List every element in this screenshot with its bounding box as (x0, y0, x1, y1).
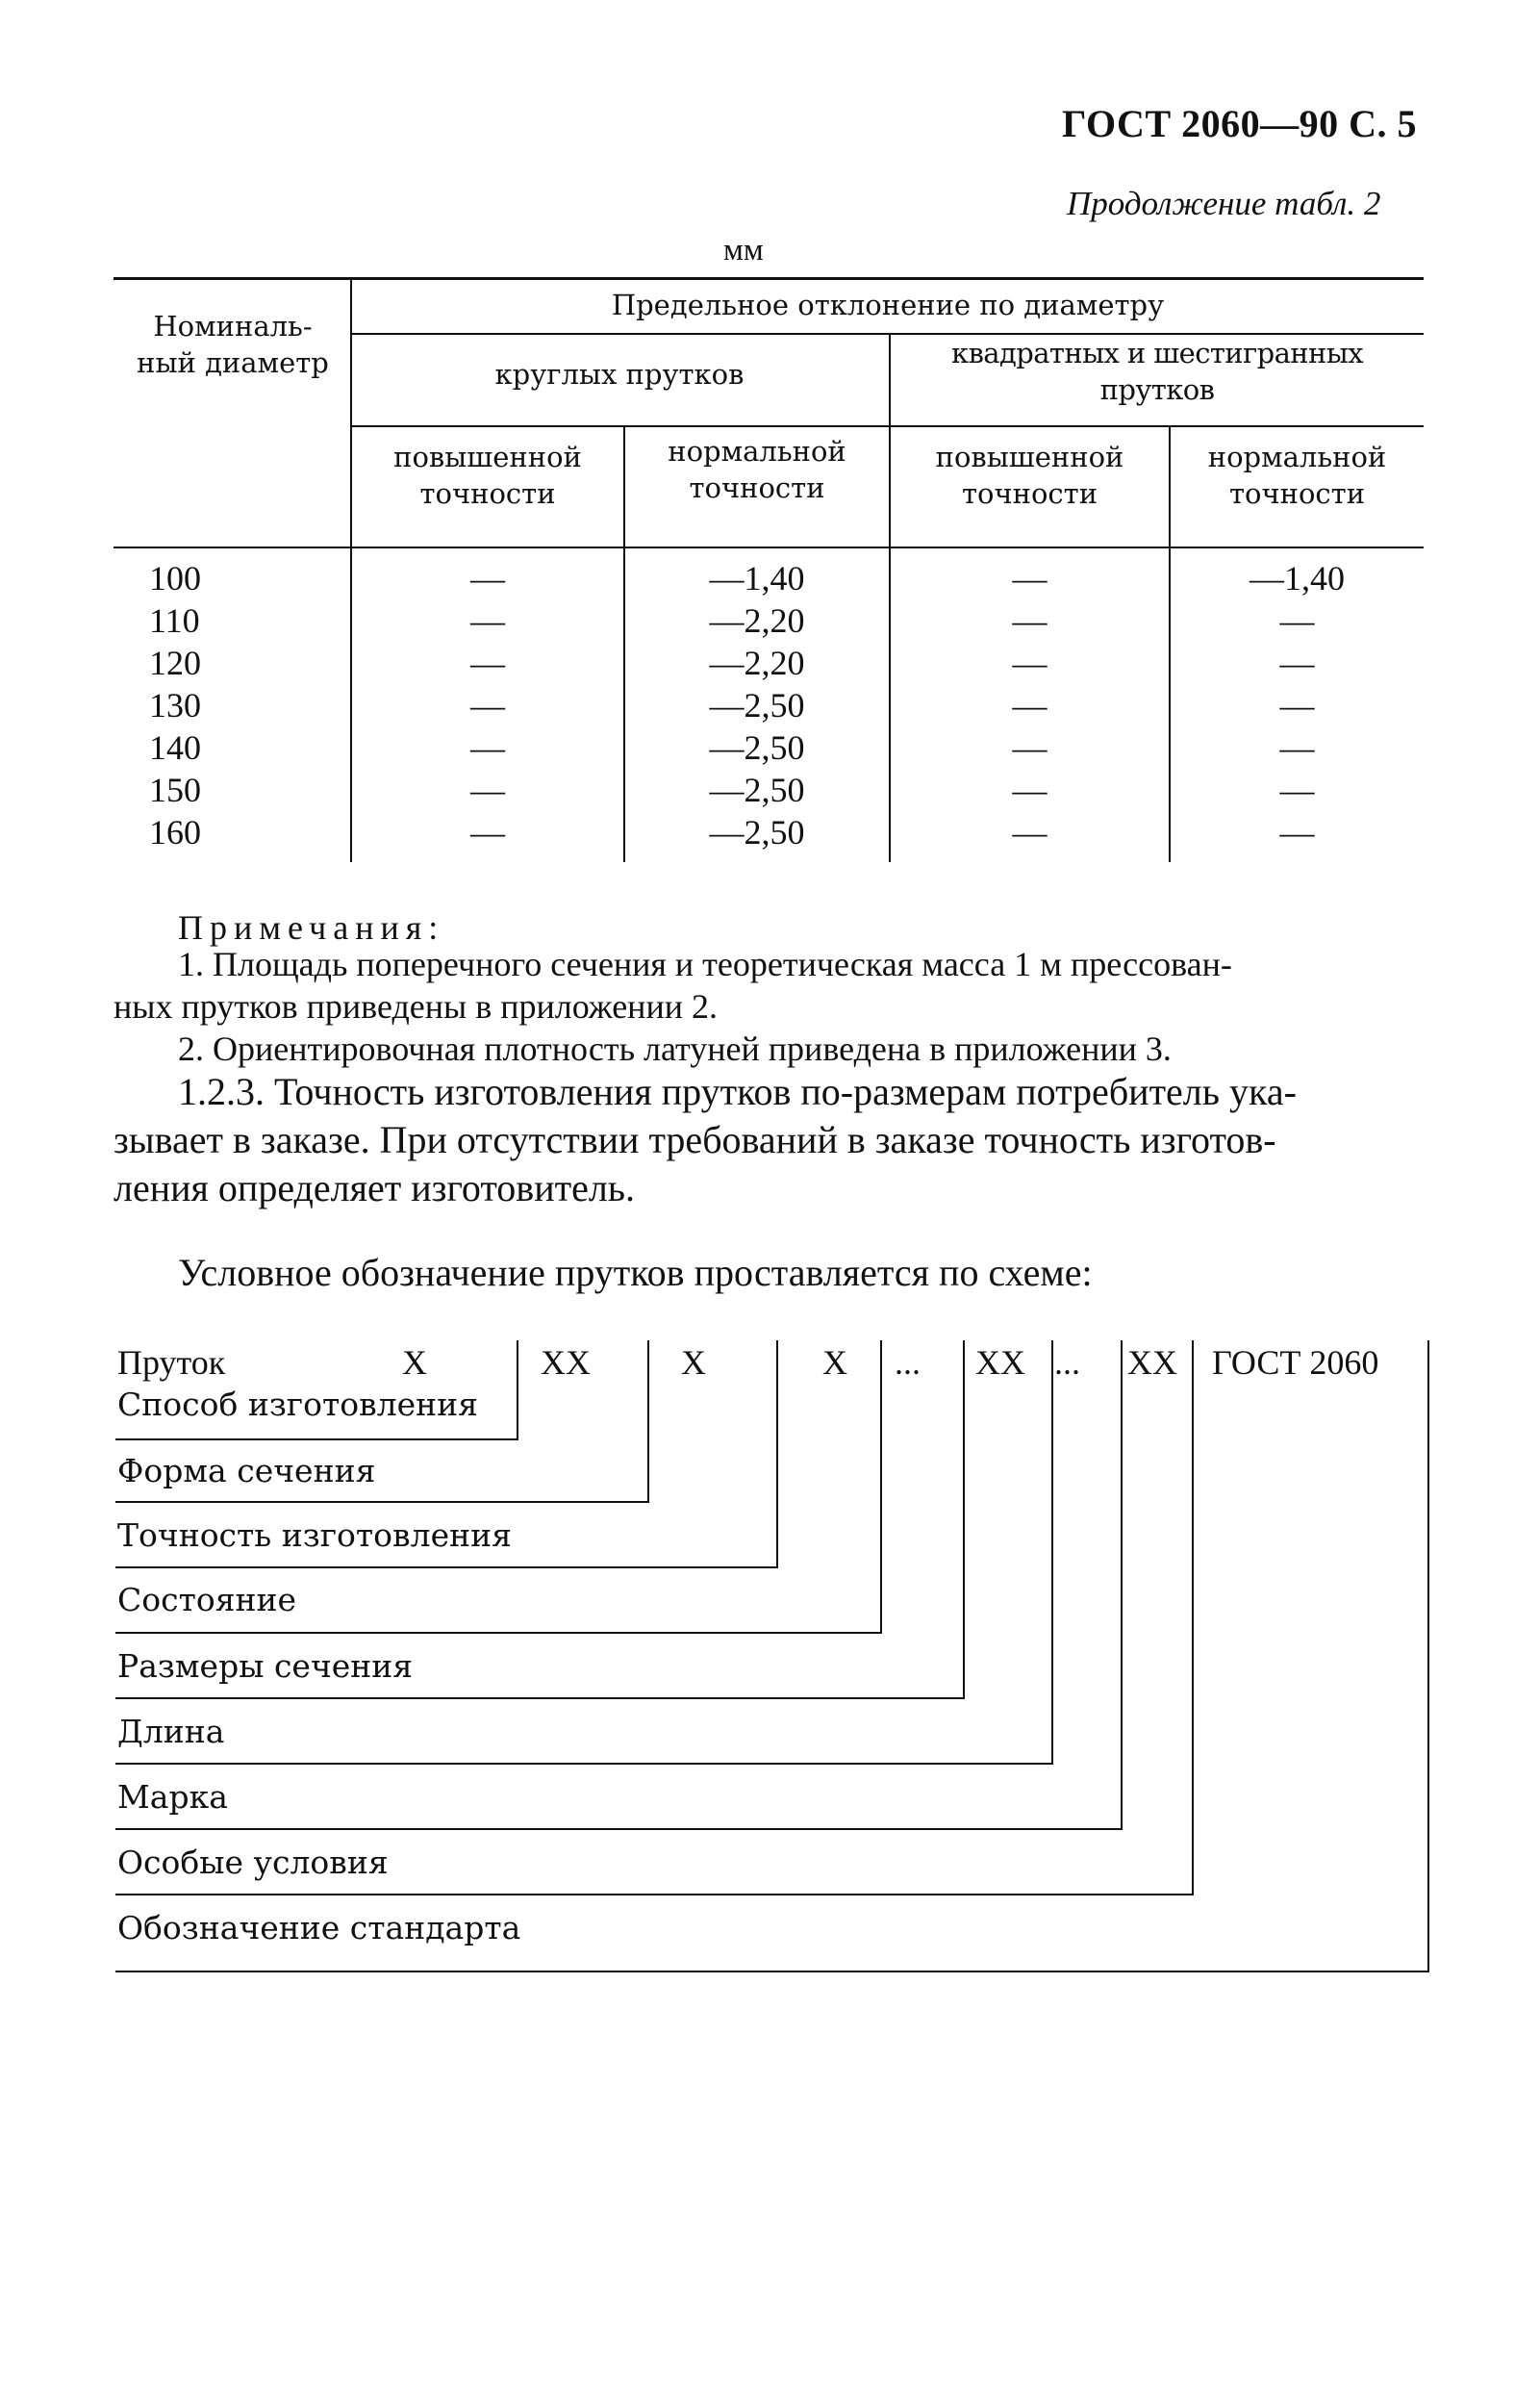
round-high-cell: — (470, 771, 505, 809)
col-header-diameter: Номиналь- ный диаметр (137, 310, 329, 379)
scheme-label-conditions: Особые условия (117, 1844, 389, 1881)
connector-size (115, 1340, 964, 1698)
scheme-standard: ГОСТ 2060 (1212, 1343, 1379, 1382)
square-normal-cell: — (1279, 644, 1315, 682)
diameter-cell: 150 (149, 771, 201, 809)
square-normal-cell: — (1279, 813, 1315, 852)
round-high-cell: — (470, 728, 505, 767)
scheme-dots-2: ... (1054, 1343, 1080, 1382)
round-high-cell: — (470, 813, 505, 852)
square-normal-cell: —1,40 (1250, 559, 1345, 598)
connector-length (115, 1340, 1052, 1764)
paragraph-123-line-3: ления определяет изготовитель. (114, 1166, 636, 1209)
scheme-label-precision: Точность изготовления (117, 1516, 512, 1554)
page-title: ГОСТ 2060—90 С. 5 (1062, 102, 1418, 145)
connector-method (115, 1340, 518, 1439)
table-continuation-label: Продолжение табл. 2 (1067, 185, 1381, 222)
round-normal-cell: —2,50 (709, 728, 805, 767)
square-high-cell: — (1012, 601, 1048, 640)
scheme-label-length: Длина (117, 1713, 225, 1750)
connector-shape (115, 1340, 648, 1502)
diameter-cell: 100 (149, 559, 201, 598)
round-normal-cell: —2,50 (709, 686, 805, 725)
round-high-cell: — (470, 559, 505, 598)
scheme-dots-1: ... (895, 1343, 921, 1382)
connector-state (115, 1340, 881, 1633)
scheme-label-method: Способ изготовления (117, 1386, 478, 1423)
col-header-round-normal: нормальной точности (668, 435, 846, 504)
paragraph-123-line-2: зывает в заказе. При отсутствии требований в заказе точность изготов- (114, 1118, 1276, 1161)
connector-grade (115, 1340, 1122, 1829)
col-header-round-high: повышенной точности (393, 441, 582, 510)
round-normal-cell: —2,50 (709, 771, 805, 809)
scheme-product: Пруток (117, 1343, 226, 1382)
round-normal-cell: —2,20 (709, 644, 805, 682)
scheme-xx-grade: XX (1127, 1343, 1177, 1382)
square-normal-cell: — (1279, 728, 1315, 767)
diameter-cell: 110 (149, 601, 200, 640)
connector-conditions (115, 1340, 1193, 1895)
note-1-line-1: 1. Площадь поперечного сечения и теоретическая масса 1 м прессован- (178, 945, 1232, 983)
square-high-cell: — (1012, 813, 1048, 852)
square-high-cell: — (1012, 728, 1048, 767)
col-header-group: Предельное отклонение по диаметру (611, 289, 1165, 321)
table-unit: мм (723, 233, 764, 267)
scheme-label-size: Размеры сечения (117, 1647, 414, 1685)
connector-standard (115, 1340, 1428, 1971)
col-header-round: круглых прутков (494, 358, 745, 391)
round-normal-cell: —2,50 (709, 813, 805, 852)
paragraph-123-line-1: 1.2.3. Точность изготовления прутков по-размерам потребитель ука- (178, 1070, 1297, 1113)
col-header-square: квадратных и шестигранных прутков (951, 337, 1363, 406)
scheme-x-method: X (402, 1343, 427, 1382)
note-1-line-2: ных прутков приведены в приложении 2. (114, 987, 718, 1026)
diameter-cell: 160 (149, 813, 201, 852)
round-high-cell: — (470, 686, 505, 725)
square-high-cell: — (1012, 686, 1048, 725)
diameter-cell: 140 (149, 728, 201, 767)
square-high-cell: — (1012, 559, 1048, 598)
notes-heading: Примечания: (178, 908, 445, 947)
scheme-label-state: Состояние (117, 1581, 297, 1618)
diameter-cell: 120 (149, 644, 201, 682)
round-high-cell: — (470, 601, 505, 640)
connector-precision (115, 1340, 777, 1567)
square-high-cell: — (1012, 771, 1048, 809)
scheme-label-shape: Форма сечения (117, 1452, 376, 1489)
scheme-label-standard: Обозначение стандарта (117, 1909, 521, 1946)
scheme-xx-shape: XX (541, 1343, 591, 1382)
square-normal-cell: — (1279, 601, 1315, 640)
note-2: 2. Ориентировочная плотность латуней приведена в приложении 3. (178, 1030, 1172, 1068)
round-normal-cell: —2,20 (709, 601, 805, 640)
scheme-intro: Условное обозначение прутков проставляется по схеме: (178, 1251, 1093, 1294)
diameter-cell: 130 (149, 686, 201, 725)
round-normal-cell: —1,40 (709, 559, 805, 598)
col-header-square-high: повышенной точности (935, 441, 1124, 510)
scheme-x-state: X (822, 1343, 847, 1382)
round-high-cell: — (470, 644, 505, 682)
square-high-cell: — (1012, 644, 1048, 682)
square-normal-cell: — (1279, 686, 1315, 725)
col-header-square-normal: нормальной точности (1207, 441, 1387, 510)
scheme-xx-size: XX (975, 1343, 1025, 1382)
scheme-x-precision: X (681, 1343, 706, 1382)
scheme-label-grade: Марка (117, 1778, 228, 1816)
square-normal-cell: — (1279, 771, 1315, 809)
